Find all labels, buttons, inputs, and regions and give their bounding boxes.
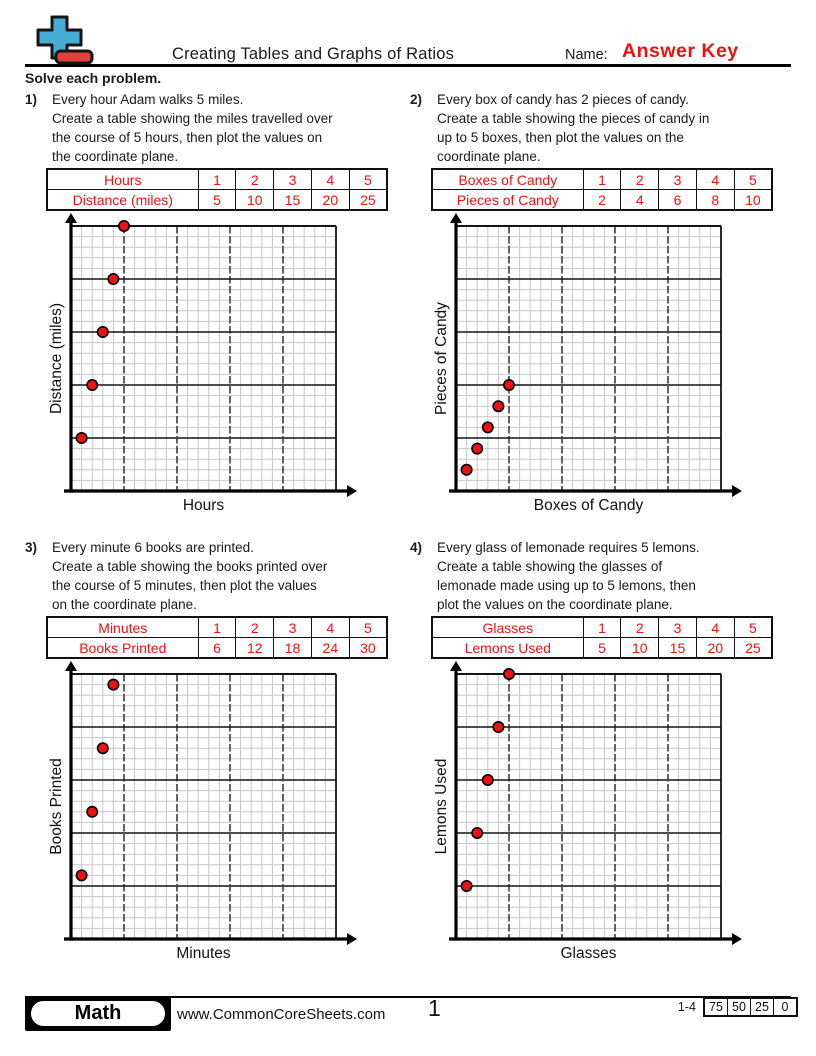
svg-text:Lemons Used: Lemons Used bbox=[433, 758, 450, 855]
svg-text:Glasses: Glasses bbox=[560, 945, 617, 962]
problem-text-line: Create a table showing the miles travelled over bbox=[52, 111, 333, 126]
table-row-label: Hours bbox=[47, 169, 198, 190]
score-cell: 25 bbox=[751, 998, 774, 1016]
instructions: Solve each problem. bbox=[25, 70, 162, 86]
table-value-cell: 1 bbox=[583, 169, 621, 190]
problem-3 bbox=[25, 536, 391, 972]
table-row bbox=[432, 169, 772, 190]
table-value-cell: 5 bbox=[349, 169, 387, 190]
table-row-label: Distance (miles) bbox=[47, 190, 198, 211]
page-number: 1 bbox=[428, 995, 441, 1021]
table-value-cell: 4 bbox=[696, 617, 734, 638]
table-row-label: Minutes bbox=[47, 617, 198, 638]
problem-text bbox=[52, 538, 327, 614]
table-value-cell: 6 bbox=[198, 638, 236, 659]
page-title: Creating Tables and Graphs of Ratios bbox=[172, 45, 455, 63]
table-value-cell: 5 bbox=[349, 617, 387, 638]
math-badge bbox=[25, 996, 171, 1031]
table-value-cell: 18 bbox=[274, 638, 312, 659]
score-cell: 50 bbox=[728, 998, 751, 1016]
table-value-cell: 5 bbox=[734, 617, 772, 638]
math-badge-label: Math bbox=[29, 999, 167, 1028]
table-row bbox=[704, 998, 797, 1016]
table-value-cell: 3 bbox=[274, 169, 312, 190]
problem-number: 3) bbox=[25, 540, 38, 555]
ratio-table-2 bbox=[431, 168, 773, 211]
svg-text:Minutes: Minutes bbox=[176, 945, 231, 962]
table-value-cell: 4 bbox=[696, 169, 734, 190]
table-row bbox=[47, 190, 387, 211]
problem-text-line: Every minute 6 books are printed. bbox=[52, 540, 254, 555]
problem-2 bbox=[410, 88, 776, 524]
table-value-cell: 24 bbox=[311, 638, 349, 659]
table-row bbox=[432, 190, 772, 211]
problem-range-label: 1-4 bbox=[677, 1000, 696, 1014]
problem-text bbox=[437, 90, 709, 166]
answer-key-text: Answer Key bbox=[622, 40, 739, 62]
table-row bbox=[432, 617, 772, 638]
problem-text-line: on the coordinate plane. bbox=[52, 597, 197, 612]
problem-text-line: Create a table showing the glasses of bbox=[437, 559, 663, 574]
table-value-cell: 15 bbox=[274, 190, 312, 211]
table-value-cell: 10 bbox=[734, 190, 772, 211]
problem-text-line: Every box of candy has 2 pieces of candy. bbox=[437, 92, 689, 107]
table-row bbox=[432, 638, 772, 659]
graph-1 bbox=[25, 212, 359, 516]
ratio-table-4 bbox=[431, 616, 773, 659]
score-table bbox=[703, 997, 798, 1017]
table-value-cell: 10 bbox=[621, 638, 659, 659]
table-value-cell: 1 bbox=[583, 617, 621, 638]
problem-text bbox=[437, 538, 700, 614]
graph-3 bbox=[25, 660, 359, 964]
problem-text-line: lemonade made using up to 5 lemons, then bbox=[437, 578, 696, 593]
table-value-cell: 4 bbox=[621, 190, 659, 211]
table-value-cell: 4 bbox=[311, 169, 349, 190]
table-value-cell: 5 bbox=[734, 169, 772, 190]
problem-text-line: the coordinate plane. bbox=[52, 149, 179, 164]
problem-number: 2) bbox=[410, 92, 423, 107]
problem-text-line: plot the values on the coordinate plane. bbox=[437, 597, 673, 612]
problem-text-line: Every hour Adam walks 5 miles. bbox=[52, 92, 244, 107]
table-value-cell: 8 bbox=[696, 190, 734, 211]
table-value-cell: 3 bbox=[274, 617, 312, 638]
ratio-table-1 bbox=[46, 168, 388, 211]
table-row-label: Pieces of Candy bbox=[432, 190, 583, 211]
svg-text:Books Printed: Books Printed bbox=[48, 758, 65, 855]
score-cell: 0 bbox=[774, 998, 798, 1016]
table-value-cell: 20 bbox=[696, 638, 734, 659]
problem-text-line: up to 5 boxes, then plot the values on the bbox=[437, 130, 684, 145]
table-value-cell: 2 bbox=[621, 617, 659, 638]
table-row bbox=[47, 638, 387, 659]
table-row-label: Glasses bbox=[432, 617, 583, 638]
table-value-cell: 25 bbox=[349, 190, 387, 211]
table-value-cell: 20 bbox=[311, 190, 349, 211]
table-value-cell: 12 bbox=[236, 638, 274, 659]
table-value-cell: 25 bbox=[734, 638, 772, 659]
svg-text:Boxes of Candy: Boxes of Candy bbox=[533, 497, 644, 514]
problem-1 bbox=[25, 88, 391, 524]
svg-text:Distance (miles): Distance (miles) bbox=[48, 302, 65, 415]
table-value-cell: 2 bbox=[236, 617, 274, 638]
table-value-cell: 15 bbox=[659, 638, 697, 659]
table-row bbox=[47, 169, 387, 190]
table-row-label: Lemons Used bbox=[432, 638, 583, 659]
table-value-cell: 3 bbox=[659, 169, 697, 190]
score-cell: 75 bbox=[704, 998, 728, 1016]
graph-4 bbox=[410, 660, 744, 964]
table-row-label: Boxes of Candy bbox=[432, 169, 583, 190]
table-value-cell: 1 bbox=[198, 169, 236, 190]
table-value-cell: 5 bbox=[583, 638, 621, 659]
problem-number: 1) bbox=[25, 92, 38, 107]
table-value-cell: 2 bbox=[236, 169, 274, 190]
problem-text-line: Every glass of lemonade requires 5 lemons. bbox=[437, 540, 700, 555]
table-row-label: Books Printed bbox=[47, 638, 198, 659]
problem-text bbox=[52, 90, 333, 166]
svg-text:Pieces of Candy: Pieces of Candy bbox=[433, 302, 450, 415]
table-row bbox=[47, 617, 387, 638]
table-value-cell: 2 bbox=[583, 190, 621, 211]
problem-text-line: Create a table showing the books printed over bbox=[52, 559, 328, 574]
table-value-cell: 3 bbox=[659, 617, 697, 638]
problem-text-line: coordinate plane. bbox=[437, 149, 541, 164]
ratio-table-3 bbox=[46, 616, 388, 659]
name-label: Name: bbox=[565, 47, 608, 63]
graph-2 bbox=[410, 212, 744, 516]
site-url: www.CommonCoreSheets.com bbox=[177, 1006, 386, 1023]
table-value-cell: 1 bbox=[198, 617, 236, 638]
problem-4 bbox=[410, 536, 776, 972]
problem-number: 4) bbox=[410, 540, 423, 555]
problem-text-line: the course of 5 hours, then plot the values on bbox=[52, 130, 323, 145]
table-value-cell: 30 bbox=[349, 638, 387, 659]
svg-text:Hours: Hours bbox=[182, 497, 225, 514]
table-value-cell: 10 bbox=[236, 190, 274, 211]
problem-text-line: the course of 5 minutes, then plot the values bbox=[52, 578, 317, 593]
table-value-cell: 5 bbox=[198, 190, 236, 211]
table-value-cell: 4 bbox=[311, 617, 349, 638]
table-value-cell: 2 bbox=[621, 169, 659, 190]
problem-text-line: Create a table showing the pieces of candy in bbox=[437, 111, 710, 126]
table-value-cell: 6 bbox=[659, 190, 697, 211]
plus-minus-logo-icon bbox=[34, 13, 98, 67]
header-divider bbox=[25, 64, 791, 67]
